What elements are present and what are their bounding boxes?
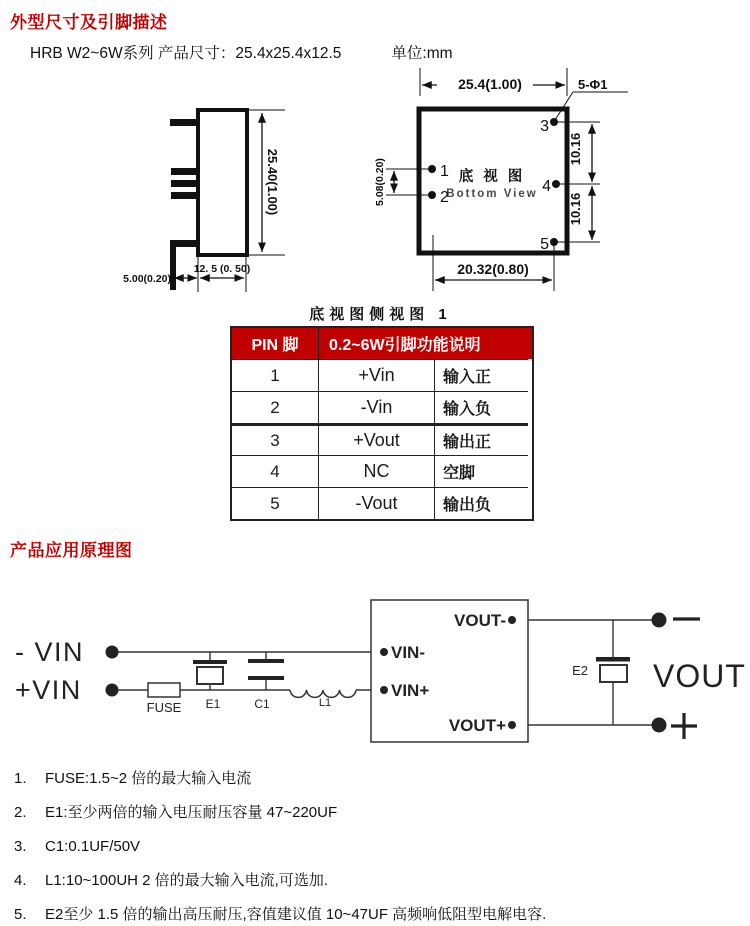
span-dim-label: 20.32(0.80) (457, 261, 529, 277)
cap-e2-symbol (596, 657, 630, 682)
pin-desc-cell: 输入正 (434, 359, 528, 391)
note-number: 3. (14, 838, 27, 855)
module-body-side (198, 110, 247, 255)
note-text: FUSE:1.5~2 倍的最大输入电流 (45, 770, 252, 787)
bottom-view-drawing (374, 68, 628, 291)
page-title-dimensions: 外型尺寸及引脚描述 (10, 13, 168, 32)
pin-desc-cell: 输出负 (434, 487, 528, 519)
table-row (232, 487, 532, 519)
c1-label: C1 (254, 697, 270, 711)
pin-desc-cell: 空脚 (434, 455, 528, 487)
application-notes-list (14, 770, 546, 923)
list-item (14, 838, 546, 855)
views-caption: 底视图侧视图 1 (309, 306, 452, 323)
table-row (232, 423, 532, 455)
pin-number-cell: 5 (232, 487, 318, 519)
list-item (14, 804, 546, 821)
pin-number-cell: 2 (232, 391, 318, 423)
side-height-dim-label: 25.40(1.00) (265, 148, 280, 216)
pin3-number: 3 (540, 118, 549, 135)
l1-label: L1 (318, 697, 332, 709)
vout-label: VOUT (653, 658, 746, 694)
pin-pitch-dim-label: 5.08(0.20) (374, 158, 386, 206)
input-neg-label: - VIN (15, 637, 85, 667)
cap-e1-symbol (193, 660, 227, 684)
application-circuit (15, 600, 746, 742)
pin-desc-cell: 输出正 (434, 423, 528, 455)
side-lead-dim-label: 5.00(0.20) (123, 273, 171, 285)
desc-column-header: 0.2~6W引脚功能说明 (318, 328, 528, 359)
pin-number-cell: 4 (232, 455, 318, 487)
series-size-text: HRB W2~6W系列 产品尺寸：25.4x25.4x12.5 (30, 45, 342, 62)
table-row (232, 359, 532, 391)
fuse-label: FUSE (146, 700, 182, 715)
note-text: L1:10~100UH 2 倍的最大输入电流,可选加. (45, 872, 329, 889)
note-text: E1:至少两倍的输入电压耐压容量 47~220UF (45, 804, 338, 821)
pin5-number: 5 (540, 236, 549, 253)
note-text: C1:0.1UF/50V (45, 838, 141, 855)
table-row (232, 391, 532, 423)
pin-name-cell: -Vout (318, 487, 434, 519)
list-item (14, 770, 546, 787)
module-vout-pos-label: VOUT+ (448, 716, 506, 735)
note-number: 4. (14, 872, 27, 889)
pin-name-cell: +Vout (318, 423, 434, 455)
pin-name-cell: -Vin (318, 391, 434, 423)
pin-number-cell: 3 (232, 423, 318, 455)
holes-callout-label: 5-Φ1 (578, 77, 608, 92)
pin-name-cell: NC (318, 455, 434, 487)
pin-table-header-row (232, 328, 532, 359)
pin4-number: 4 (542, 178, 551, 195)
page-title-application: 产品应用原理图 (10, 541, 133, 560)
pin-desc-cell: 输入负 (434, 391, 528, 423)
module-vout-neg-label: VOUT- (454, 611, 506, 630)
note-number: 2. (14, 804, 27, 821)
note-number: 1. (14, 770, 27, 787)
pin-name-cell: +Vin (318, 359, 434, 391)
pin1-number: 1 (440, 163, 449, 180)
bottom-view-title-en: Bottom View (446, 188, 538, 200)
module-vin-pos-label: VIN+ (391, 681, 430, 700)
row-pitch-dim-label-2: 10.16 (568, 192, 583, 226)
row-pitch-dim-label-1: 10.16 (568, 132, 583, 166)
fuse-symbol (148, 683, 180, 697)
cap-c1-symbol (248, 659, 284, 680)
side-view-drawing (123, 110, 285, 292)
pin-column-header: PIN 脚 (251, 337, 299, 354)
table-row (232, 455, 532, 487)
bottom-width-dim-label: 25.4(1.00) (458, 76, 522, 92)
pin-function-table (230, 326, 534, 521)
e1-label: E1 (205, 697, 221, 711)
input-pos-label: +VIN (15, 675, 82, 705)
list-item (14, 906, 546, 923)
note-text: E2至少 1.5 倍的输出高压耐压,容值建议值 10~47UF 高频响低阻型电解电容. (45, 906, 547, 923)
e2-label: E2 (572, 663, 588, 678)
note-number: 5. (14, 906, 27, 923)
unit-text: 单位:mm (391, 45, 453, 62)
pin2-number: 2 (440, 189, 449, 206)
side-width-dim-label: 12. 5 (0. 50) (193, 263, 251, 275)
module-vin-neg-label: VIN- (391, 643, 425, 662)
bottom-view-title-cn: 底 视 图 (458, 169, 526, 185)
list-item (14, 872, 546, 889)
pin-number-cell: 1 (232, 359, 318, 391)
